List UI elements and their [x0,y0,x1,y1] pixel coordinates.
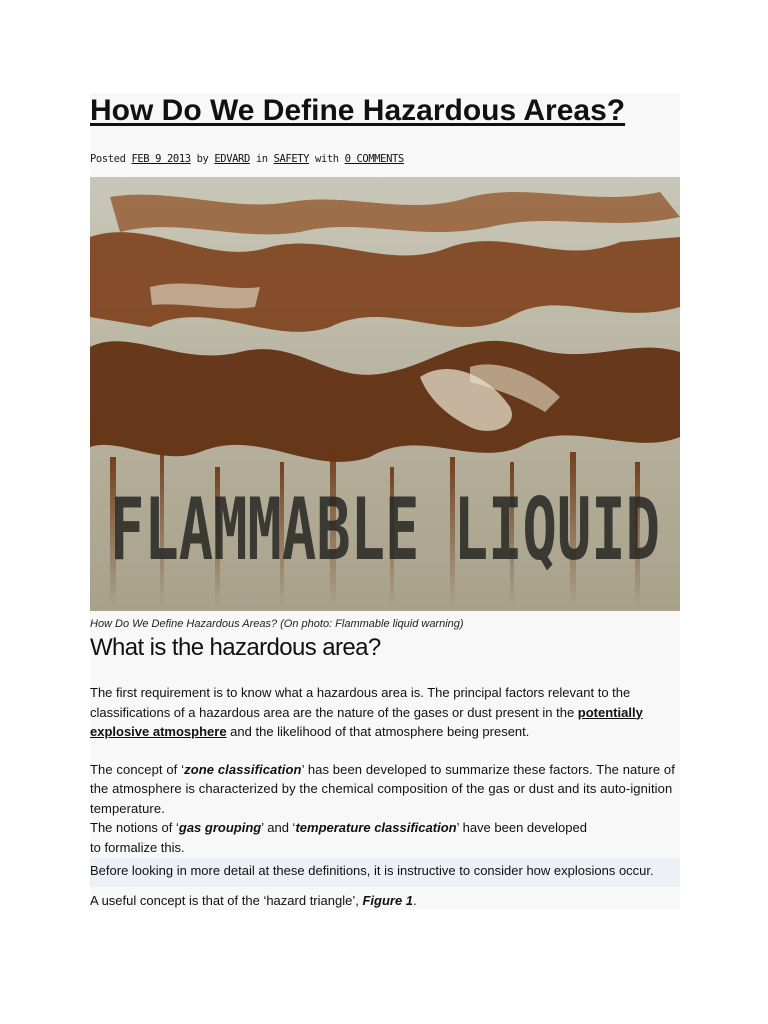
category-link[interactable]: SAFETY [273,153,310,165]
paragraph-1 [90,683,680,742]
p2-text-b: ’ has been developed to summarize these factors. The nature of the atmosphere is characterized by the chemical composition of the gas or dust and its auto-ignition temperature. [90,761,675,816]
author-link[interactable]: EDVARD [214,153,250,165]
p2-text-a: The concept of ‘ [90,761,185,777]
p3-text-c: ’ have been developed [456,820,587,835]
p5-text-b: . [413,892,417,908]
p3-text-b: ’ and ‘ [261,820,296,835]
comments-link[interactable]: 0 COMMENTS [344,153,404,165]
meta-with: with [315,153,339,165]
p5-text-a: A useful concept is that of the ‘hazard triangle’, [90,892,363,908]
date-link[interactable]: FEB 9 2013 [131,153,191,165]
term-zone-classification: zone classification [184,761,302,777]
post-meta [90,151,680,167]
p1-text-b: and the likelihood of that atmosphere being present. [226,724,530,739]
meta-posted: Posted [90,153,126,165]
p3-text-a: The notions of ‘ [90,820,179,835]
p3-text-d: to formalize this. [90,839,185,855]
image-caption: How Do We Define Hazardous Areas? (On photo: Flammable liquid warning) [90,618,464,630]
sign-text: FLAMMABLE LIQUID [110,480,660,580]
hero-image-flammable-liquid-sign [90,177,680,611]
paragraph-4-highlighted: Before looking in more detail at these definitions, it is instructive to consider how explosions occur. [90,858,680,887]
section-heading: What is the hazardous area? [90,634,381,661]
term-temperature-classification: temperature classification [295,820,457,835]
meta-by: by [196,153,209,165]
term-gas-grouping: gas grouping [178,820,262,835]
page-title: How Do We Define Hazardous Areas? [90,94,626,127]
meta-in: in [255,153,268,165]
paragraph-3 [90,818,680,857]
article [90,93,680,910]
paragraph-5 [90,891,680,911]
explosive-atmosphere-link[interactable]: potentially explosive atmosphere [90,704,643,739]
figure-1-reference: Figure 1 [362,892,414,908]
p1-text-a: The first requirement is to know what a hazardous area is. The principal factors relevant to the classifications of a hazardous area are the nature of the gases or dust present in the [90,685,631,720]
paragraph-2 [90,760,680,819]
